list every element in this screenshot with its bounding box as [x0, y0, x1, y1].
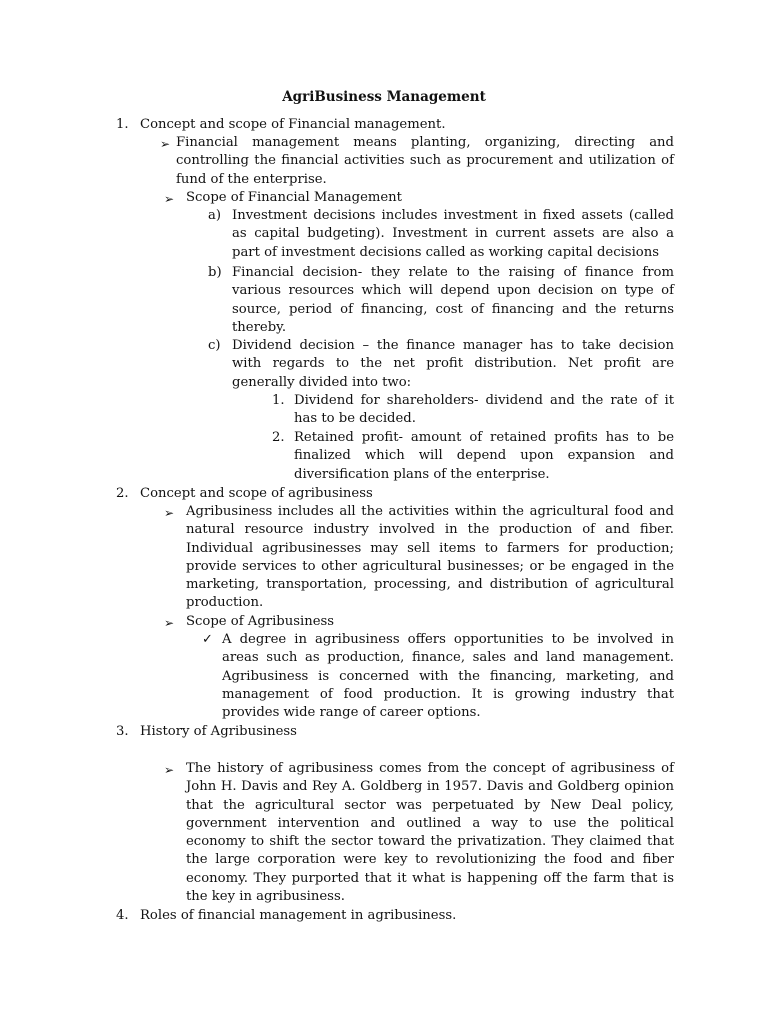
financial-management-definition: Financial management means planting, organizing, directing and controlling the financial activities such as procurement and utilization of fund of the enterprise.: [176, 135, 674, 187]
checkmark-icon: ✓: [202, 632, 214, 647]
investment-decisions-text: Investment decisions includes investment in fixed assets (called as capital budgeting). Investment in current assets are also a part of investment decisions called as working capital decisions: [232, 208, 674, 260]
subitem-1-marker: 1.: [272, 393, 285, 408]
item-c-marker: c): [208, 338, 221, 353]
section-2-heading: Concept and scope of agribusiness: [140, 486, 373, 501]
agribusiness-definition: Agribusiness includes all the activities within the agricultural food and natural resource industry involved in the production of and fiber. Individual agribusinesses may sell items to farmers for production; provide services to other agricultural businesses; or be engaged in the marketing, transportation, processing, and distribution of agricultural production.: [186, 504, 674, 611]
agribusiness-history-text: The history of agribusiness comes from the concept of agribusiness of John H. Davis and Rey A. Goldberg in 1957. Davis and Goldberg opinion that the agricultural sector was perpetuated by New Deal policy, government intervention and outlined a way to use the political economy to shift the sector toward the privatization. They claimed that the large corporation were key to revolutionizing the food and fiber economy. They purported that it what is happening off the farm that is the key in agribusiness.: [186, 761, 674, 905]
scope-agribusiness-heading: Scope of Agribusiness: [186, 614, 335, 629]
arrow-bullet-icon: ➢: [164, 616, 175, 630]
arrow-bullet-icon: ➢: [160, 137, 171, 151]
item-b-marker: b): [208, 265, 222, 280]
retained-profit-text: Retained profit- amount of retained profits has to be finalized which will depend upon expansion and diversification plans of the enterprise.: [294, 430, 674, 482]
dividend-decision-text: Dividend decision – the finance manager has to take decision with regards to the net profit distribution. Net profit are generally divided into two:: [232, 338, 674, 390]
section-2-number: 2.: [116, 486, 129, 501]
section-4-number: 4.: [116, 908, 129, 923]
subitem-2-marker: 2.: [272, 430, 285, 445]
dividend-shareholders-text: Dividend for shareholders- dividend and the rate of it has to be decided.: [294, 393, 674, 427]
arrow-bullet-icon: ➢: [164, 192, 175, 206]
scope-financial-management-heading: Scope of Financial Management: [186, 190, 402, 205]
section-4-heading: Roles of financial management in agribusiness.: [140, 908, 457, 923]
section-1-heading: Concept and scope of Financial management.: [140, 117, 446, 132]
section-1-number: 1.: [116, 117, 129, 132]
financial-decision-text: Financial decision- they relate to the raising of finance from various resources which will depend upon decision on type of source, period of financing, cost of financing and the returns thereby.: [232, 265, 674, 335]
section-3-number: 3.: [116, 724, 129, 739]
document-title: AgriBusiness Management: [282, 89, 486, 105]
arrow-bullet-icon: ➢: [164, 506, 175, 520]
item-a-marker: a): [208, 208, 222, 223]
section-3-heading: History of Agribusiness: [140, 724, 297, 739]
arrow-bullet-icon: ➢: [164, 763, 175, 777]
agribusiness-degree-text: A degree in agribusiness offers opportunities to be involved in areas such as production, finance, sales and land management. Agribusiness is concerned with the financing, marketing, and management of food production. It is growing industry that provides wide range of career options.: [222, 632, 674, 721]
